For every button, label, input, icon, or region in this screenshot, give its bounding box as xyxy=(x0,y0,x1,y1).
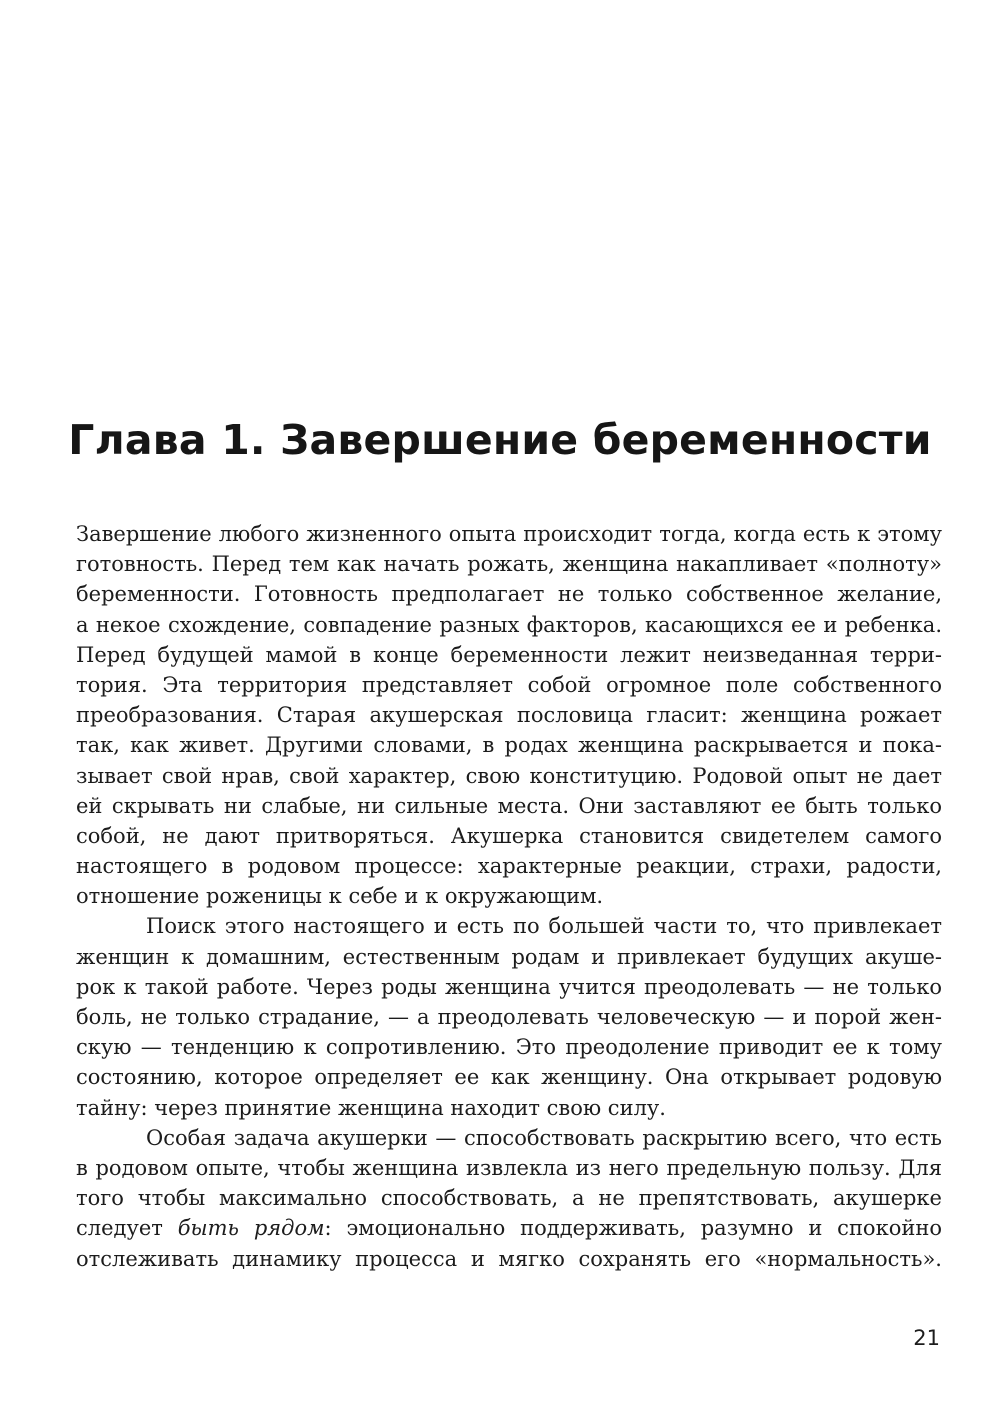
text-line: беременности. Готовность предполагает не только собственное желание, xyxy=(76,582,942,607)
paragraph-1 xyxy=(76,519,942,911)
text-line: готовность. Перед тем как начать рожать, женщина накапливает «полноту» xyxy=(76,552,942,577)
text-line xyxy=(76,1123,942,1153)
text-line: зывает свой нрав, свой характер, свою конституцию. Родовой опыт не дает xyxy=(76,763,942,788)
chapter-body xyxy=(76,519,942,1274)
text-line: женщин к домашним, естественным родам и привлекает будущих акуше- xyxy=(76,944,942,969)
text-line: а некое схождение, совпадение разных факторов, касающихся ее и ребенка. xyxy=(76,612,942,637)
text-line: тория. Эта территория представляет собой огромное поле собственного xyxy=(76,672,942,697)
text-line xyxy=(76,1213,942,1243)
text-line: так, как живет. Другими словами, в родах женщина раскрывается и пока- xyxy=(76,733,942,758)
text-fragment: следует xyxy=(76,1216,178,1241)
text-line: настоящего в родовом процессе: характерные реакции, страхи, радости, xyxy=(76,854,942,879)
paragraph-3 xyxy=(76,1123,942,1274)
text-line-content: Поиск этого настоящего и есть по большей части то, что привлекает xyxy=(146,914,942,939)
text-line: отслеживать динамику процесса и мягко сохранять его «нормальность». xyxy=(76,1246,942,1271)
text-line: того чтобы максимально способствовать, а не препятствовать, акушерке xyxy=(76,1186,942,1211)
text-line: скую — тенденцию к сопротивлению. Это преодоление приводит ее к тому xyxy=(76,1035,942,1060)
text-line: отношение роженицы к себе и к окружающим. xyxy=(76,884,604,909)
text-line: рок к такой работе. Через роды женщина учится преодолевать — не только xyxy=(76,974,942,999)
italic-emphasis: быть рядом xyxy=(177,1216,325,1241)
page-number: 21 xyxy=(913,1326,940,1350)
text-line: преобразования. Старая акушерская пословица гласит: женщина рожает xyxy=(76,703,942,728)
text-line: Перед будущей мамой в конце беременности лежит неизведанная терри- xyxy=(76,642,942,667)
paragraph-2 xyxy=(76,911,942,1122)
text-line: Завершение любого жизненного опыта происходит тогда, когда есть к этому xyxy=(76,522,942,546)
text-line: состоянию, которое определяет ее как женщину. Она открывает родовую xyxy=(76,1065,942,1090)
text-line: тайну: через принятие женщина находит свою силу. xyxy=(76,1095,666,1120)
text-line: собой, не дают притворяться. Акушерка становится свидетелем самого xyxy=(76,823,942,848)
text-line xyxy=(76,911,942,941)
text-line: в родовом опыте, чтобы женщина извлекла из него предельную пользу. Для xyxy=(76,1155,942,1180)
text-line: боль, не только страдание, — а преодолевать человеческую — и порой жен- xyxy=(76,1005,942,1029)
text-fragment: : эмоционально поддерживать, разумно и спокойно xyxy=(324,1216,942,1241)
chapter-title: Глава 1. Завершение беременности xyxy=(68,416,932,464)
text-line-content: Особая задача акушерки — способствовать раскрытию всего, что есть xyxy=(146,1125,942,1150)
text-line: ей скрывать ни слабые, ни сильные места. Они заставляют ее быть только xyxy=(76,793,942,818)
